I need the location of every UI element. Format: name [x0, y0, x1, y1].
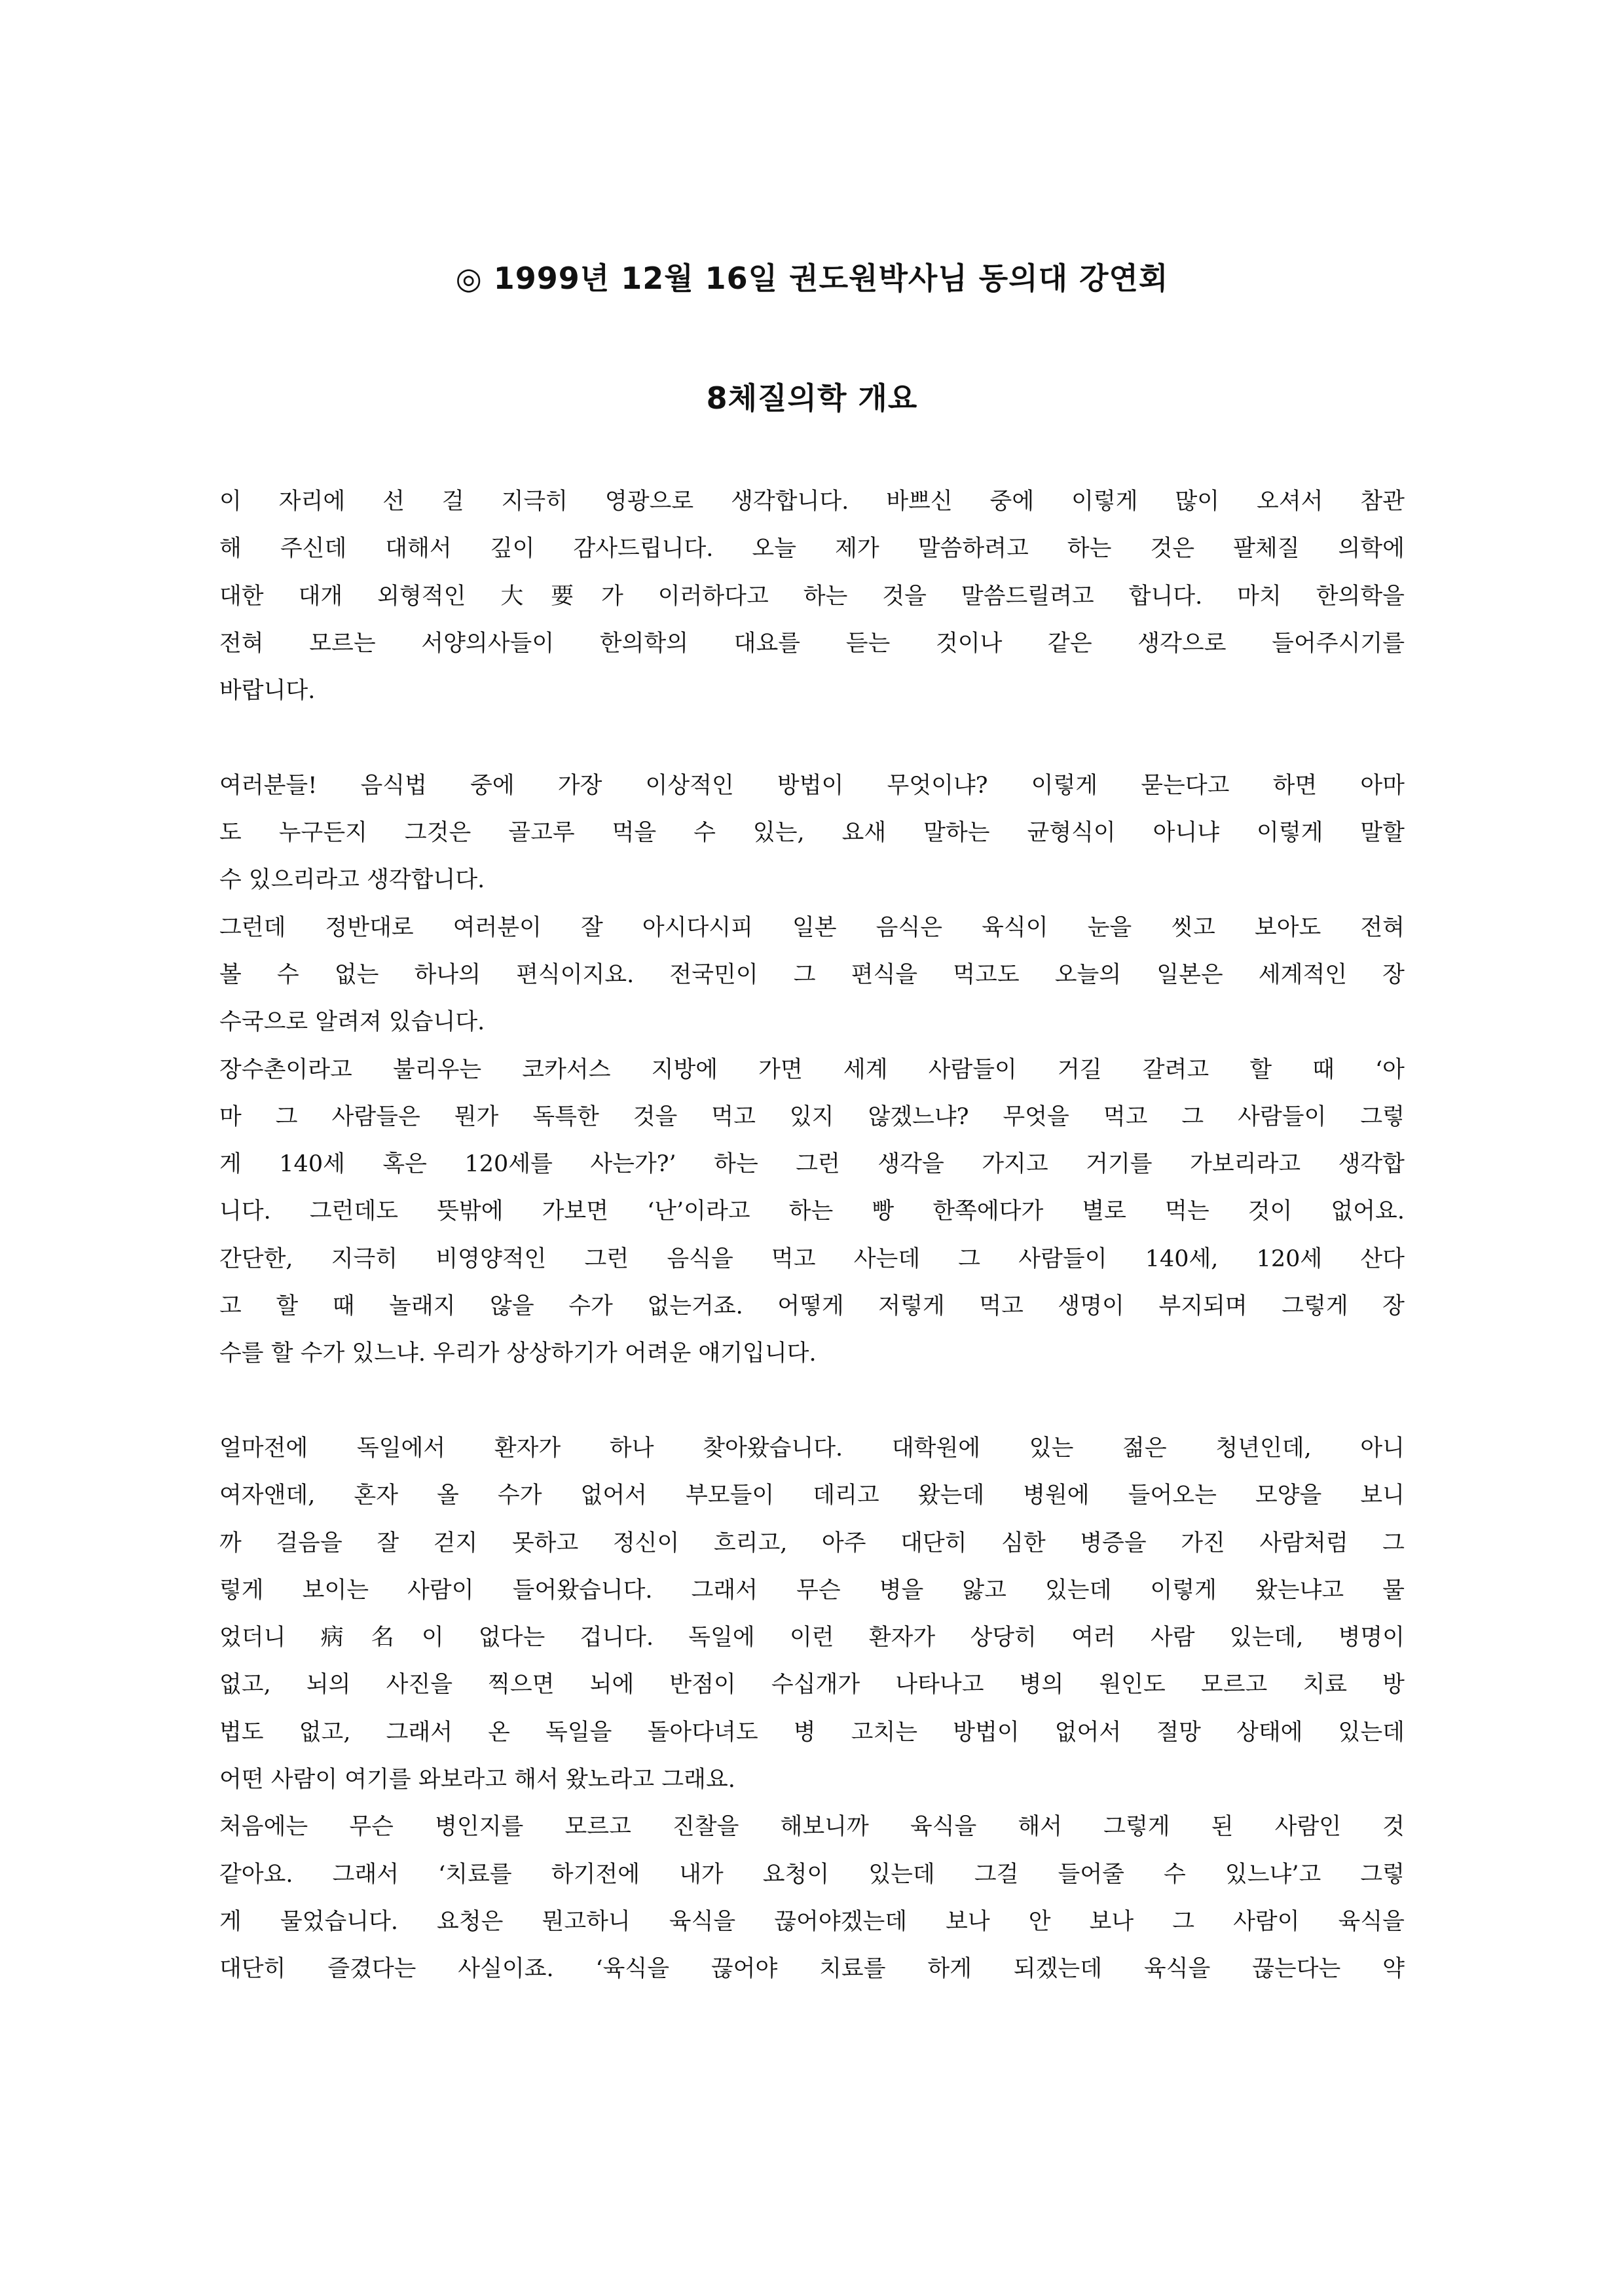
text-line: 처음에는 무슨 병인지를 모르고 진찰을 해보니까 육식을 해서 그렇게 된 사람인 것	[219, 1814, 1405, 1841]
text-line: 이 자리에 선 걸 지극히 영광으로 생각합니다. 바쁘신 중에 이렇게 많이 오셔서 참관	[219, 488, 1405, 515]
text-line: 법도 없고, 그래서 온 독일을 돌아다녀도 병 고치는 방법이 없어서 절망 상태에 있는데	[219, 1719, 1405, 1746]
paragraph-gap	[219, 1378, 1405, 1425]
body-text	[219, 478, 1405, 1993]
text-line: 얼마전에 독일에서 환자가 하나 찾아왔습니다. 대학원에 있는 젊은 청년인데, 아니	[219, 1435, 1405, 1461]
text-line: 볼 수 없는 하나의 편식이지요. 전국민이 그 편식을 먹고도 오늘의 일본은 세계적인 장	[219, 961, 1405, 988]
text-line: 그런데 정반대로 여러분이 잘 아시다시피 일본 음식은 육식이 눈을 씻고 보아도 전혀	[219, 914, 1405, 941]
text-line: 게 140세 혹은 120세를 사는가?’ 하는 그런 생각을 가지고 거기를 가보리라고 생각합	[219, 1151, 1405, 1178]
text-line: 전혀 모르는 서양의사들이 한의학의 대요를 듣는 것이나 같은 생각으로 들어주시기를	[219, 630, 1405, 657]
text-line: 없고, 뇌의 사진을 찍으면 뇌에 반점이 수십개가 나타나고 병의 원인도 모르고 치료 방	[219, 1672, 1405, 1698]
text-line: 수국으로 알려져 있습니다.	[219, 1009, 485, 1036]
text-line: 게 물었습니다. 요청은 뭔고하니 육식을 끊어야겠는데 보나 안 보나 그 사람이 육식을	[219, 1908, 1405, 1935]
text-line: 니다. 그런데도 뜻밖에 가보면 ‘난’이라고 하는 빵 한쪽에다가 별로 먹는 것이 없어요.	[219, 1198, 1405, 1225]
page-title: ◎ 1999년 12월 16일 권도원박사님 동의대 강연회	[455, 261, 1169, 296]
text-line: 고 할 때 놀래지 않을 수가 없는거죠. 어떻게 저렇게 먹고 생명이 부지되며 그렇게 장	[219, 1293, 1405, 1320]
text-line: 었더니 病名이 없다는 겁니다. 독일에 이런 환자가 상당히 여러 사람 있는데, 병명이	[219, 1625, 1405, 1651]
text-line: 같아요. 그래서 ‘치료를 하기전에 내가 요청이 있는데 그걸 들어줄 수 있느냐’고 그렇	[219, 1861, 1405, 1888]
paragraph-gap	[219, 714, 1405, 762]
text-line: 마 그 사람들은 뭔가 독특한 것을 먹고 있지 않겠느냐? 무엇을 먹고 그 사람들이 그렇	[219, 1103, 1405, 1130]
text-line: 대한 대개 외형적인 大要가 이러하다고 하는 것을 말씀드릴려고 합니다. 마치 한의학을	[219, 583, 1405, 610]
text-line: 여러분들! 음식법 중에 가장 이상적인 방법이 무엇이냐? 이렇게 묻는다고 하면 아마	[219, 772, 1405, 799]
text-line: 대단히 즐겼다는 사실이죠. ‘육식을 끊어야 치료를 하게 되겠는데 육식을 끊는다는 약	[219, 1956, 1405, 1983]
text-line: 도 누구든지 그것은 골고루 먹을 수 있는, 요새 말하는 균형식이 아니냐 이렇게 말할	[219, 820, 1405, 847]
text-line: 어떤 사람이 여기를 와보라고 해서 왔노라고 그래요.	[219, 1767, 735, 1793]
text-line: 렇게 보이는 사람이 들어왔습니다. 그래서 무슨 병을 앓고 있는데 이렇게 왔는냐고 물	[219, 1577, 1405, 1604]
page-subtitle: 8체질의학 개요	[706, 380, 918, 416]
text-line: 여자앤데, 혼자 올 수가 없어서 부모들이 데리고 왔는데 병원에 들어오는 모양을 보니	[219, 1482, 1405, 1509]
text-line: 수 있으리라고 생각합니다.	[219, 867, 485, 894]
text-line: 까 걸음을 잘 걷지 못하고 정신이 흐리고, 아주 대단히 심한 병증을 가진 사람처럼 그	[219, 1530, 1405, 1556]
text-line: 해 주신데 대해서 깊이 감사드립니다. 오늘 제가 말씀하려고 하는 것은 팔체질 의학에	[219, 536, 1405, 562]
text-line: 장수촌이라고 불리우는 코카서스 지방에 가면 세계 사람들이 거길 갈려고 할 때 ‘아	[219, 1056, 1405, 1083]
text-line: 바랍니다.	[219, 678, 316, 705]
text-line: 수를 할 수가 있느냐. 우리가 상상하기가 어려운 얘기입니다.	[219, 1340, 817, 1367]
text-line: 간단한, 지극히 비영양적인 그런 음식을 먹고 사는데 그 사람들이 140세, 120세 산다	[219, 1245, 1405, 1272]
